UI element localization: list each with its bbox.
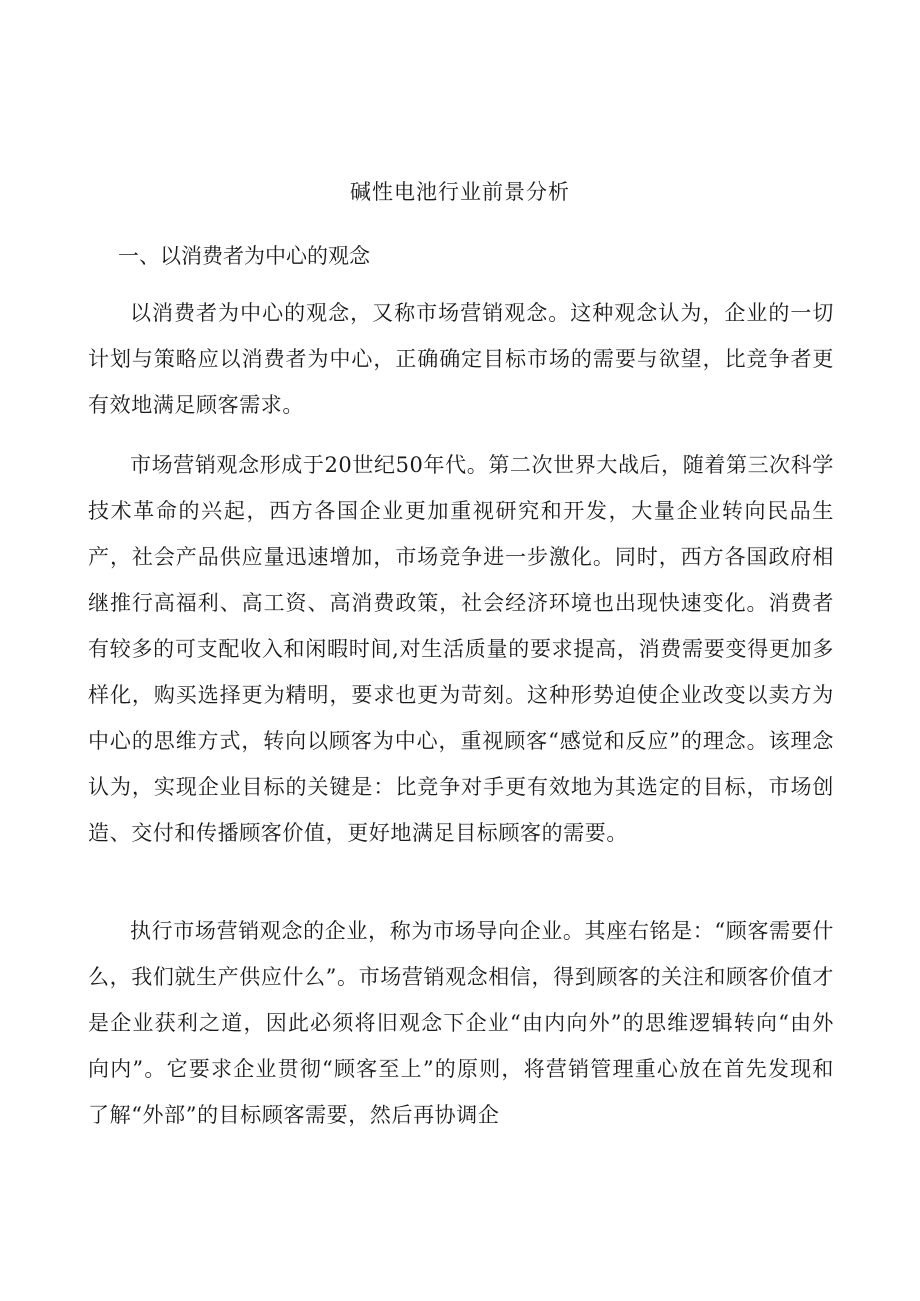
paragraph: 执行市场营销观念的企业，称为市场导向企业。其座右铭是：“顾客需要什么，我们就生产供应什么”。市场营销观念相信，得到顾客的关注和顾客价值才是企业获利之道，因此必须将旧观念下企业“由内向外”的思维逻辑转向“由外向内”。它要求企业贯彻“顾客至上”的原则，将营销管理重心放在首先发现和了解“外部”的目标顾客需要，然后再协调企 (88, 919, 834, 1127)
section-heading: 一、以消费者为中心的观念 (118, 244, 370, 268)
paragraph: 以消费者为中心的观念，又称市场营销观念。这种观念认为，企业的一切计划与策略应以消费者为中心，正确确定目标市场的需要与欲望，比竞争者更有效地满足顾客需求。 (88, 301, 834, 417)
paragraph: 市场营销观念形成于20世纪50年代。第二次世界大战后，随着第三次科学技术革命的兴起，西方各国企业更加重视研究和开发，大量企业转向民品生产，社会产品供应量迅速增加，市场竞争进一步激化。同时，西方各国政府相继推行高福利、高工资、高消费政策，社会经济环境也出现快速变化。消费者有较多的可支配收入和闲暇时间,对生活质量的要求提高，消费需要变得更加多样化，购买选择更为精明，要求也更为苛刻。这种形势迫使企业改变以卖方为中心的思维方式，转向以顾客为中心，重视顾客“感觉和反应”的理念。该理念认为，实现企业目标的关键是：比竞争对手更有效地为其选定的目标，市场创造、交付和传播顾客价值，更好地满足目标顾客的需要。 (88, 453, 834, 845)
document-title: 碱性电池行业前景分析 (350, 180, 570, 204)
